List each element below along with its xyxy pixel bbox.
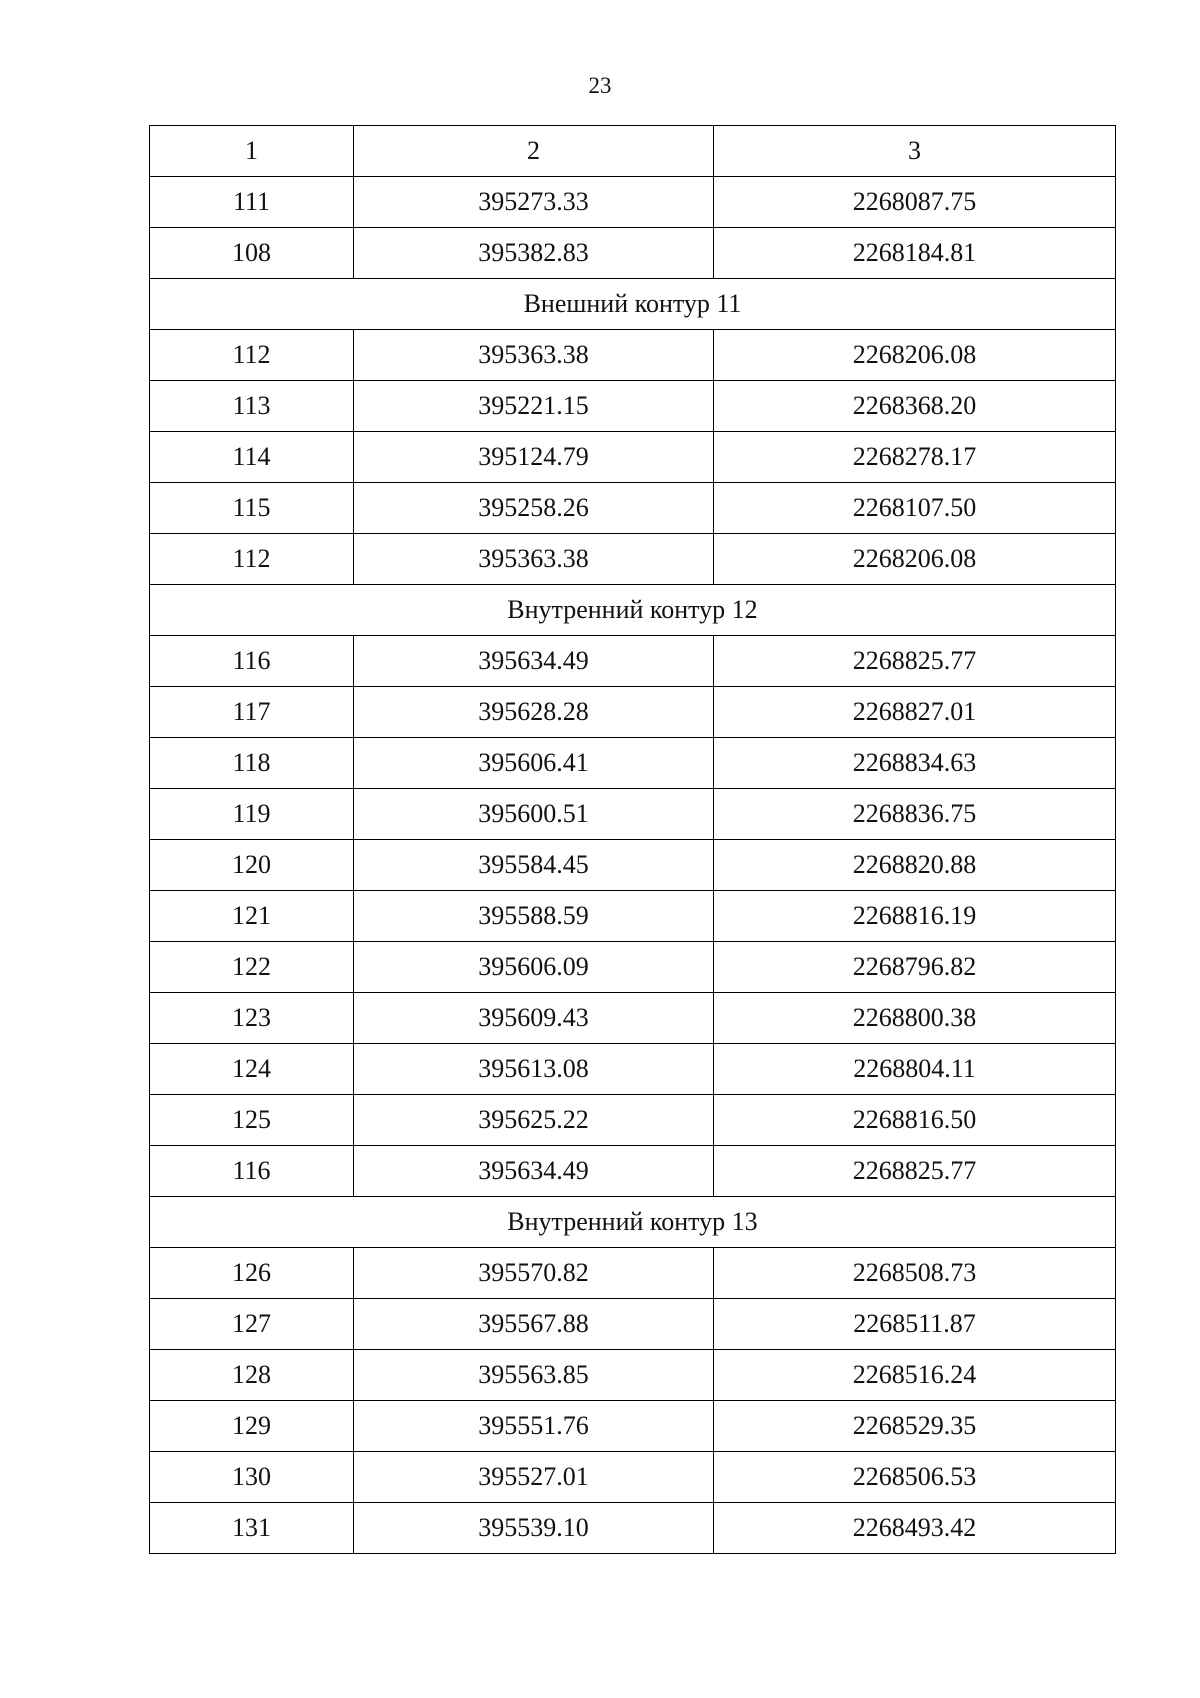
- point-number-cell: 116: [150, 636, 354, 687]
- y-coordinate-cell: 2268516.24: [714, 1350, 1116, 1401]
- section-row: [150, 279, 1116, 330]
- y-coordinate-cell: 2268800.38: [714, 993, 1116, 1044]
- point-number-cell: 117: [150, 687, 354, 738]
- x-coordinate-cell: 395363.38: [354, 330, 714, 381]
- y-coordinate-cell: 2268206.08: [714, 534, 1116, 585]
- point-number-cell: 113: [150, 381, 354, 432]
- table-row: [150, 1350, 1116, 1401]
- x-coordinate-cell: 395382.83: [354, 228, 714, 279]
- y-coordinate-cell: 2268508.73: [714, 1248, 1116, 1299]
- y-coordinate-cell: 2268278.17: [714, 432, 1116, 483]
- point-number-cell: 111: [150, 177, 354, 228]
- x-coordinate-cell: 395221.15: [354, 381, 714, 432]
- y-coordinate-cell: 2268816.19: [714, 891, 1116, 942]
- table-row: [150, 1044, 1116, 1095]
- x-coordinate-cell: 395600.51: [354, 789, 714, 840]
- y-coordinate-cell: 2268820.88: [714, 840, 1116, 891]
- table-row: [150, 738, 1116, 789]
- point-number-cell: 128: [150, 1350, 354, 1401]
- y-coordinate-cell: 2268206.08: [714, 330, 1116, 381]
- x-coordinate-cell: 395527.01: [354, 1452, 714, 1503]
- table-row: [150, 330, 1116, 381]
- point-number-cell: 119: [150, 789, 354, 840]
- table-row: [150, 1248, 1116, 1299]
- table-row: [150, 687, 1116, 738]
- x-coordinate-cell: 395570.82: [354, 1248, 714, 1299]
- x-coordinate-cell: 395634.49: [354, 636, 714, 687]
- section-title: Внешний контур 11: [150, 279, 1116, 330]
- table-row: [150, 432, 1116, 483]
- table-row: [150, 891, 1116, 942]
- point-number-cell: 122: [150, 942, 354, 993]
- table-row: [150, 1146, 1116, 1197]
- point-number-cell: 116: [150, 1146, 354, 1197]
- point-number-cell: 120: [150, 840, 354, 891]
- x-coordinate-cell: 395363.38: [354, 534, 714, 585]
- table-row: [150, 1299, 1116, 1350]
- x-coordinate-cell: 395258.26: [354, 483, 714, 534]
- header-cell-2: 2: [354, 126, 714, 177]
- table-row: [150, 177, 1116, 228]
- table-row: [150, 1452, 1116, 1503]
- point-number-cell: 121: [150, 891, 354, 942]
- point-number-cell: 125: [150, 1095, 354, 1146]
- y-coordinate-cell: 2268184.81: [714, 228, 1116, 279]
- header-cell-1: 1: [150, 126, 354, 177]
- y-coordinate-cell: 2268796.82: [714, 942, 1116, 993]
- table-row: [150, 840, 1116, 891]
- y-coordinate-cell: 2268825.77: [714, 1146, 1116, 1197]
- x-coordinate-cell: 395606.41: [354, 738, 714, 789]
- y-coordinate-cell: 2268804.11: [714, 1044, 1116, 1095]
- point-number-cell: 112: [150, 330, 354, 381]
- table-row: [150, 483, 1116, 534]
- section-title: Внутренний контур 13: [150, 1197, 1116, 1248]
- table-row: [150, 228, 1116, 279]
- point-number-cell: 129: [150, 1401, 354, 1452]
- x-coordinate-cell: 395628.28: [354, 687, 714, 738]
- y-coordinate-cell: 2268827.01: [714, 687, 1116, 738]
- point-number-cell: 126: [150, 1248, 354, 1299]
- point-number-cell: 123: [150, 993, 354, 1044]
- y-coordinate-cell: 2268825.77: [714, 636, 1116, 687]
- y-coordinate-cell: 2268511.87: [714, 1299, 1116, 1350]
- x-coordinate-cell: 395634.49: [354, 1146, 714, 1197]
- section-row: [150, 585, 1116, 636]
- y-coordinate-cell: 2268107.50: [714, 483, 1116, 534]
- header-cell-3: 3: [714, 126, 1116, 177]
- x-coordinate-cell: 395584.45: [354, 840, 714, 891]
- table-row: [150, 993, 1116, 1044]
- x-coordinate-cell: 395563.85: [354, 1350, 714, 1401]
- x-coordinate-cell: 395613.08: [354, 1044, 714, 1095]
- section-title: Внутренний контур 12: [150, 585, 1116, 636]
- y-coordinate-cell: 2268816.50: [714, 1095, 1116, 1146]
- y-coordinate-cell: 2268834.63: [714, 738, 1116, 789]
- x-coordinate-cell: 395124.79: [354, 432, 714, 483]
- coordinates-table: [149, 125, 1116, 1554]
- y-coordinate-cell: 2268368.20: [714, 381, 1116, 432]
- table-row: [150, 1401, 1116, 1452]
- point-number-cell: 118: [150, 738, 354, 789]
- table-row: [150, 381, 1116, 432]
- x-coordinate-cell: 395567.88: [354, 1299, 714, 1350]
- y-coordinate-cell: 2268529.35: [714, 1401, 1116, 1452]
- table-row: [150, 636, 1116, 687]
- x-coordinate-cell: 395588.59: [354, 891, 714, 942]
- point-number-cell: 127: [150, 1299, 354, 1350]
- table-row: [150, 534, 1116, 585]
- x-coordinate-cell: 395551.76: [354, 1401, 714, 1452]
- y-coordinate-cell: 2268836.75: [714, 789, 1116, 840]
- point-number-cell: 130: [150, 1452, 354, 1503]
- page-number: 23: [588, 73, 612, 98]
- table-row: [150, 1503, 1116, 1554]
- coordinates-table-body: [150, 126, 1116, 1554]
- table-row: [150, 942, 1116, 993]
- table-header-row: [150, 126, 1116, 177]
- point-number-cell: 124: [150, 1044, 354, 1095]
- section-row: [150, 1197, 1116, 1248]
- y-coordinate-cell: 2268087.75: [714, 177, 1116, 228]
- y-coordinate-cell: 2268493.42: [714, 1503, 1116, 1554]
- point-number-cell: 115: [150, 483, 354, 534]
- x-coordinate-cell: 395625.22: [354, 1095, 714, 1146]
- x-coordinate-cell: 395539.10: [354, 1503, 714, 1554]
- table-row: [150, 1095, 1116, 1146]
- x-coordinate-cell: 395273.33: [354, 177, 714, 228]
- point-number-cell: 131: [150, 1503, 354, 1554]
- point-number-cell: 108: [150, 228, 354, 279]
- point-number-cell: 114: [150, 432, 354, 483]
- point-number-cell: 112: [150, 534, 354, 585]
- x-coordinate-cell: 395609.43: [354, 993, 714, 1044]
- x-coordinate-cell: 395606.09: [354, 942, 714, 993]
- table-row: [150, 789, 1116, 840]
- y-coordinate-cell: 2268506.53: [714, 1452, 1116, 1503]
